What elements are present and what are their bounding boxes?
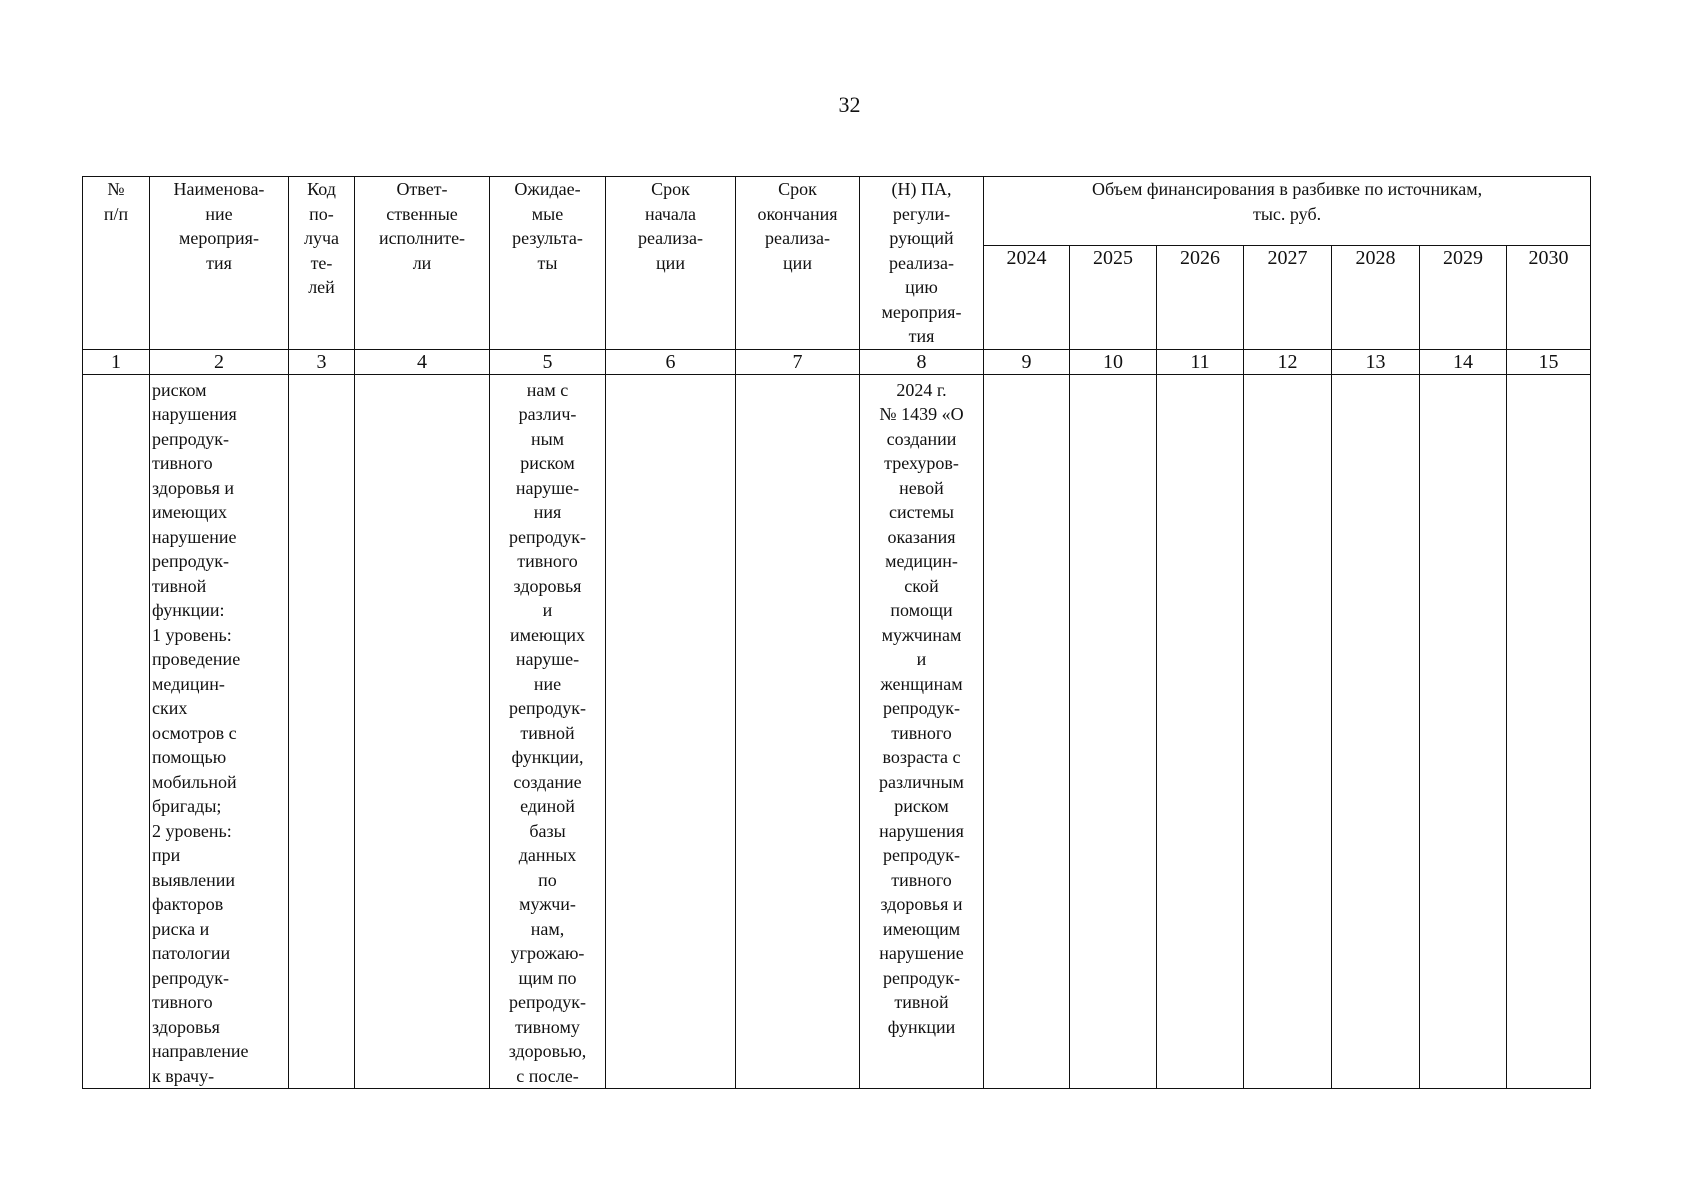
column-number-row <box>83 349 1591 374</box>
body-cell-legal-act: 2024 г. № 1439 «О создании трехуров- невой системы оказания медицин- ской помощи мужчинам и женщинам репродук- тивного возраста с различным риском нарушения репродук- тивного здоровья и имеющим нарушение репродук- тивной функции <box>860 374 984 1089</box>
year-cell: 2028 <box>1332 245 1420 349</box>
column-number-cell: 1 <box>83 349 150 374</box>
column-number-cell: 10 <box>1070 349 1157 374</box>
column-number-cell: 4 <box>355 349 490 374</box>
year-cell: 2030 <box>1507 245 1591 349</box>
body-cell-2030 <box>1507 374 1591 1089</box>
year-cell: 2029 <box>1420 245 1507 349</box>
header-cell-number: № п/п <box>83 177 150 350</box>
year-cell: 2027 <box>1244 245 1332 349</box>
body-cell-name: риском нарушения репродук- тивного здоровья и имеющих нарушение репродук- тивной функции: 1 уровень: проведение медицин- ских осмотров с помощью мобильной бригады; 2 уровень: при выявлении факторов риска и патологии репродук- тивного здоровья направление к врачу- <box>150 374 289 1089</box>
header-cell-start-date: Срок начала реализа- ции <box>606 177 736 350</box>
body-cell-2025 <box>1070 374 1157 1089</box>
column-number-cell: 5 <box>490 349 606 374</box>
column-number-cell: 3 <box>289 349 355 374</box>
body-cell-number <box>83 374 150 1089</box>
body-cell-2026 <box>1157 374 1244 1089</box>
header-cell-end-date: Срок окончания реализа- ции <box>736 177 860 350</box>
column-number-cell: 13 <box>1332 349 1420 374</box>
header-cell-legal-act: (Н) ПА, регули- рующий реализа- цию мероприя- тия <box>860 177 984 350</box>
body-cell-2029 <box>1420 374 1507 1089</box>
table-row <box>83 374 1591 1089</box>
column-number-cell: 11 <box>1157 349 1244 374</box>
column-number-cell: 12 <box>1244 349 1332 374</box>
column-number-cell: 9 <box>984 349 1070 374</box>
column-number-cell: 7 <box>736 349 860 374</box>
body-cell-executors <box>355 374 490 1089</box>
page-number: 32 <box>838 92 861 117</box>
header-cell-executors: Ответ- ственные исполните- ли <box>355 177 490 350</box>
year-cell: 2024 <box>984 245 1070 349</box>
body-cell-expected-results: нам с различ- ным риском наруше- ния репродук- тивного здоровья и имеющих наруше- ние репродук- тивной функции, создание единой базы данных по мужчи- нам, угрожаю- щим по репродук- тивному здоровью, с после- <box>490 374 606 1089</box>
header-cell-financing: Объем финансирования в разбивке по источникам, тыс. руб. <box>984 177 1591 246</box>
column-number-cell: 8 <box>860 349 984 374</box>
body-cell-start-date <box>606 374 736 1089</box>
financing-table <box>82 176 1591 1089</box>
header-row <box>83 177 1591 246</box>
year-cell: 2026 <box>1157 245 1244 349</box>
column-number-cell: 15 <box>1507 349 1591 374</box>
body-cell-2028 <box>1332 374 1420 1089</box>
header-cell-name: Наименова- ние мероприя- тия <box>150 177 289 350</box>
year-cell: 2025 <box>1070 245 1157 349</box>
header-cell-expected-results: Ожидае- мые результа- ты <box>490 177 606 350</box>
header-cell-recipient-code: Код по- луча те- лей <box>289 177 355 350</box>
column-number-cell: 2 <box>150 349 289 374</box>
column-number-cell: 14 <box>1420 349 1507 374</box>
body-cell-2024 <box>984 374 1070 1089</box>
body-cell-recipient-code <box>289 374 355 1089</box>
body-cell-end-date <box>736 374 860 1089</box>
column-number-cell: 6 <box>606 349 736 374</box>
body-cell-2027 <box>1244 374 1332 1089</box>
